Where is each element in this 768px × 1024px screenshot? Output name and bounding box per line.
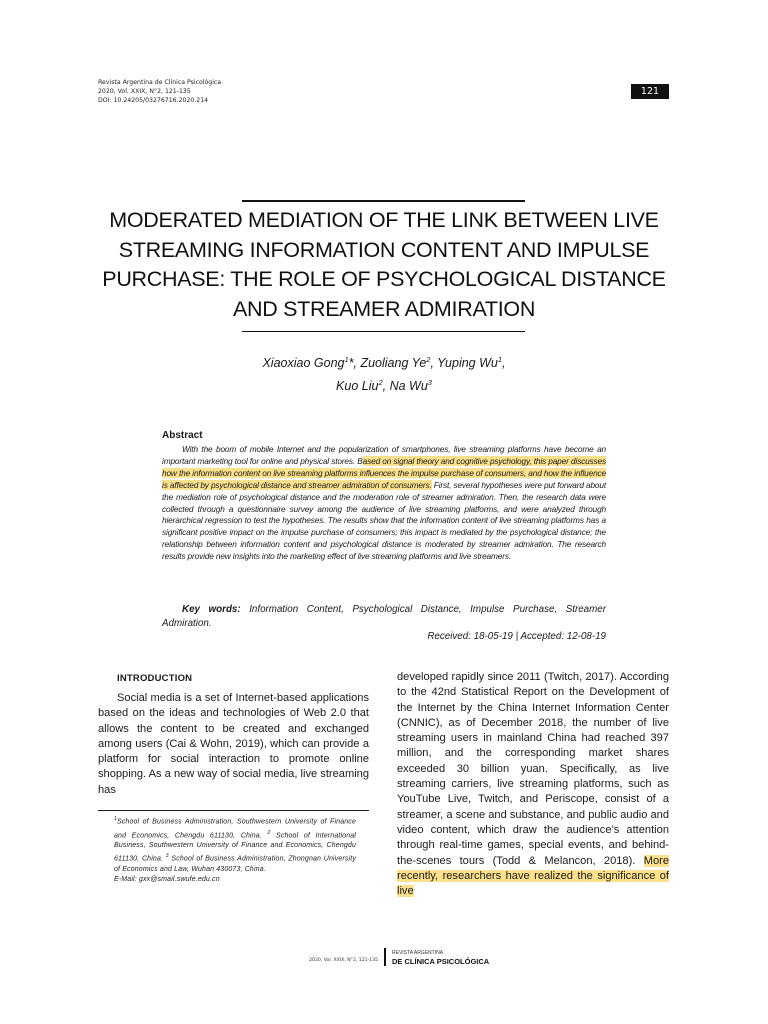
footnote-rule	[98, 810, 369, 811]
right-column	[397, 670, 669, 899]
affiliation-2: School of International Business, Southwestern University of Finance and Economics, Chengdu 611130, China.	[114, 831, 356, 863]
intro-paragraph: Social media is a set of Internet-based applications based on the ideas and technologies of Web 2.0 that allows the content to be created and exchanged among users (Cai & Wohn, 2019), which can provide a platform for social interaction to promote online shopping. As a new way of social media, live streaming has	[98, 692, 369, 796]
author-name: Yuping Wu	[437, 356, 498, 371]
author-list	[150, 350, 618, 396]
footnote-sup: 1	[114, 816, 117, 822]
intro-highlighted-text: More recently, researchers have realized the significance of live	[397, 854, 669, 898]
footer-journal-small: REVISTA ARGENTINA	[392, 950, 444, 956]
article-title: MODERATED MEDIATION OF THE LINK BETWEEN LIVE STREAMING INFORMATION CONTENT AND IMPULSE PURCHASE: THE ROLE OF PSYCHOLOGICAL DISTANCE AND STREAMER ADMIRATION	[102, 208, 666, 321]
journal-volume: 2020, Vol. XXIX, N°2, 121-135	[98, 88, 191, 95]
author-affiliation-sup: 3	[427, 378, 432, 388]
abstract-highlighted-text: ased on signal theory and cognitive psychology, this paper discusses how the information content on live streaming platforms influences the impulse purchase of consumers, and how the influence is affected by psychological distance and streamer admiration of consumers.	[162, 455, 606, 490]
left-column	[98, 691, 369, 798]
received-accepted-dates: Received: 18-05-19 | Accepted: 12-08-19	[427, 631, 606, 642]
journal-doi[interactable]: DOI: 10.24205/03276716.2020.214	[98, 97, 209, 104]
footer-journal-logo	[392, 950, 489, 967]
keywords	[162, 603, 606, 631]
abstract-body	[162, 444, 606, 563]
introduction-heading: INTRODUCTION	[117, 673, 193, 684]
footer-divider	[384, 948, 386, 966]
author-name: Zuoliang Ye	[360, 356, 427, 371]
journal-name: Revista Argentina de Clínica Psicológica	[98, 79, 222, 86]
footnote-sup: 2	[267, 829, 271, 836]
page-number: 121	[631, 84, 669, 99]
author-separator: *,	[348, 356, 361, 371]
abstract-heading: Abstract	[162, 430, 203, 441]
title-rule-bottom	[242, 331, 525, 332]
author-name: Na Wu	[389, 379, 428, 394]
keywords-list: Information Content, Psychological Distance, Impulse Purchase, Streamer Admiration.	[162, 604, 606, 629]
abstract-text-after: First, several hypotheses were put forward about the mediation role of psychological distance and the moderation role of streamer admiration. Then, the research data were collected through a questionnaire survey among the audience of live streaming platforms, and were analyzed through hierarchical regression to test the hypotheses. The results show that the information content of live streaming platforms has a significant positive impact on the impulse purchase of consumers; this impact is mediated by the psychological distance; the relationship between information content and psychological distance is moderated by streamer admiration. The research results provide new insights into the marketing effect of live streaming platforms and live streamers.	[162, 479, 606, 562]
footer-journal-big: DE CLÍNICA PSICOLÓGICA	[392, 957, 490, 966]
author-name: Xiaoxiao Gong	[262, 356, 345, 371]
title-rule-top	[242, 200, 525, 202]
author-affiliation-sup: 2	[426, 355, 431, 364]
abstract-text-before: With the boom of mobile Internet and the popularization of smartphones, live streaming platforms have become an important marketing tool for online and physical stores. B	[162, 444, 606, 466]
author-separator: ,	[430, 356, 438, 371]
author-line-1	[150, 350, 618, 373]
author-affiliation-sup: 1	[497, 355, 503, 364]
intro-continuation	[397, 670, 669, 899]
affiliation-footnote	[114, 814, 356, 885]
author-name: Kuo Liu	[336, 379, 379, 394]
intro-continuation-text: developed rapidly since 2011 (Twitch, 2017). According to the 42nd Statistical Report on the Development of the Internet by the China Internet Information Center (CNNIC), as of December 2018, the number of live streaming users in mainland China had reached 397 million, and the corresponding market shares exceeded 30 billion yuan. Specifically, as live streaming carriers, live streaming platforms, such as YouTube Live, Twitch, and Periscope, consist of a streamer, a scene and substance, and public audio and video content, which draw the audience’s attention through real-time games, special events, and behind-the-scenes tours (Todd & Melancon, 2018).	[397, 671, 669, 867]
journal-header	[98, 78, 221, 105]
author-separator: ,	[382, 379, 390, 394]
affiliation-3: School of Business Administration, Zhongnan University of Economics and Law, Wuhan 430073, China.	[114, 855, 356, 873]
author-separator: ,	[502, 356, 506, 371]
corresponding-email[interactable]: E-Mail: gxx@smail.swufe.edu.cn	[114, 876, 220, 883]
footer-volume: 2020, Vol. XXIX, N°2, 121-135	[309, 958, 378, 963]
keywords-label: Key words:	[182, 604, 241, 615]
author-line-2	[150, 373, 618, 396]
affiliation-1: School of Business Administration, Southwestern University of Finance and Economics, Chengdu 611130, China.	[114, 818, 356, 839]
footnote-sup: 3	[165, 853, 169, 860]
author-affiliation-sup: 2	[378, 378, 383, 388]
author-affiliation-sup: 1	[344, 355, 349, 364]
